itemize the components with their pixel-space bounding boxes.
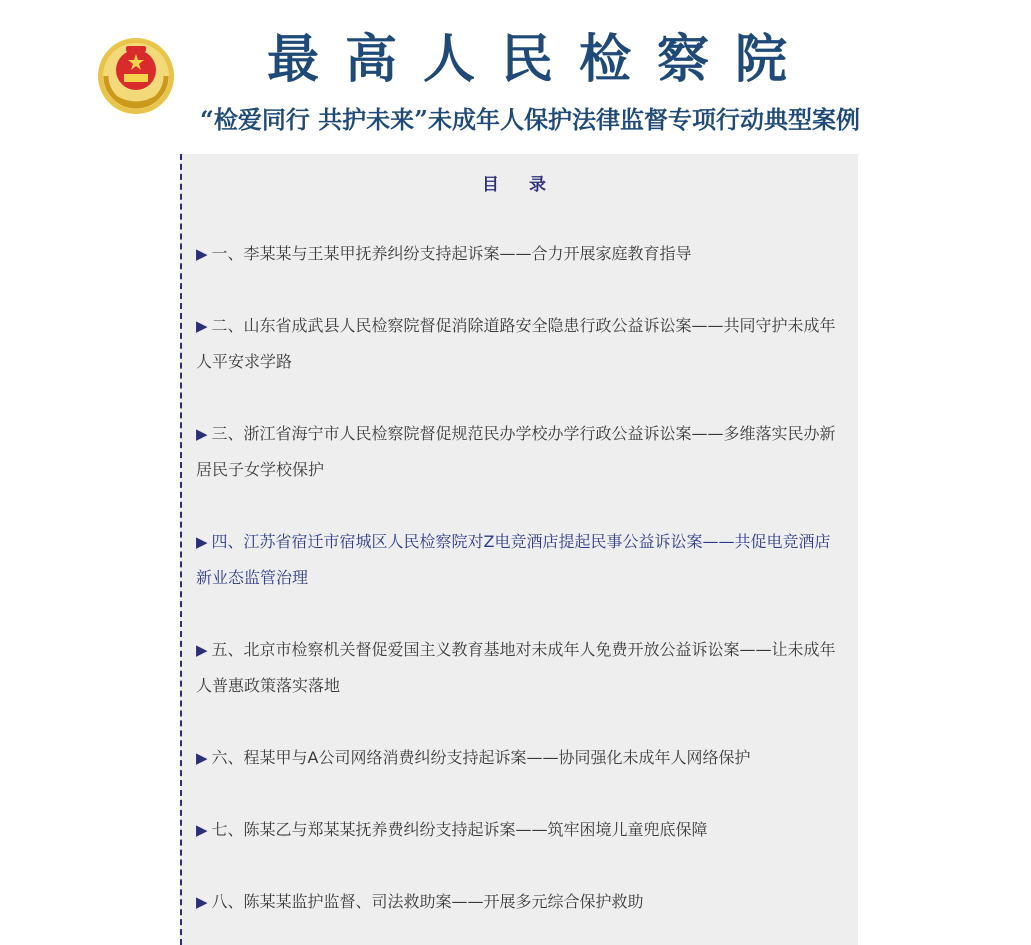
toc-item-3[interactable] <box>196 416 846 488</box>
toc-item-5[interactable] <box>196 632 846 704</box>
toc-item-label: 六、程某甲与A公司网络消费纠纷支持起诉案——协同强化未成年人网络保护 <box>211 748 751 767</box>
triangle-right-icon: ▶ <box>196 641 208 659</box>
triangle-right-icon: ▶ <box>196 317 208 335</box>
toc-item-2[interactable] <box>196 308 846 380</box>
toc-item-label: 二、山东省成武县人民检察院督促消除道路安全隐患行政公益诉讼案——共同守护未成年人平安求学路 <box>196 316 836 371</box>
toc-item-label: 五、北京市检察机关督促爱国主义教育基地对未成年人免费开放公益诉讼案——让未成年人普惠政策落实落地 <box>196 640 836 695</box>
procuratorate-emblem-icon <box>96 36 176 116</box>
page-title: 最高人民检察院 <box>266 29 813 90</box>
toc-item-label: 一、李某某与王某甲抚养纠纷支持起诉案——合力开展家庭教育指导 <box>211 244 692 263</box>
toc-item-label: 八、陈某某监护监督、司法救助案——开展多元综合保护救助 <box>211 892 644 911</box>
triangle-right-icon: ▶ <box>196 425 208 443</box>
toc-item-label: 七、陈某乙与郑某某抚养费纠纷支持起诉案——筑牢困境儿童兜底保障 <box>211 820 708 839</box>
toc-item-label: 四、江苏省宿迁市宿城区人民检察院对Z电竞酒店提起民事公益诉讼案——共促电竞酒店新业态监管治理 <box>196 532 831 587</box>
triangle-right-icon: ▶ <box>196 245 208 263</box>
toc-item-1[interactable] <box>196 236 846 272</box>
toc-item-7[interactable] <box>196 812 846 848</box>
triangle-right-icon: ▶ <box>196 749 208 767</box>
toc-heading-text: 目 录 <box>482 175 558 195</box>
toc-item-4[interactable] <box>196 524 846 596</box>
triangle-right-icon: ▶ <box>196 533 208 551</box>
page-subtitle: “检爱同行 共护未来”未成年人保护法律监督专项行动典型案例 <box>200 105 860 134</box>
triangle-right-icon: ▶ <box>196 821 208 839</box>
toc-item-8[interactable] <box>196 884 846 920</box>
triangle-right-icon: ▶ <box>196 893 208 911</box>
toc-item-6[interactable] <box>196 740 846 776</box>
toc-item-label: 三、浙江省海宁市人民检察院督促规范民办学校办学行政公益诉讼案——多维落实民办新居民子女学校保护 <box>196 424 836 479</box>
